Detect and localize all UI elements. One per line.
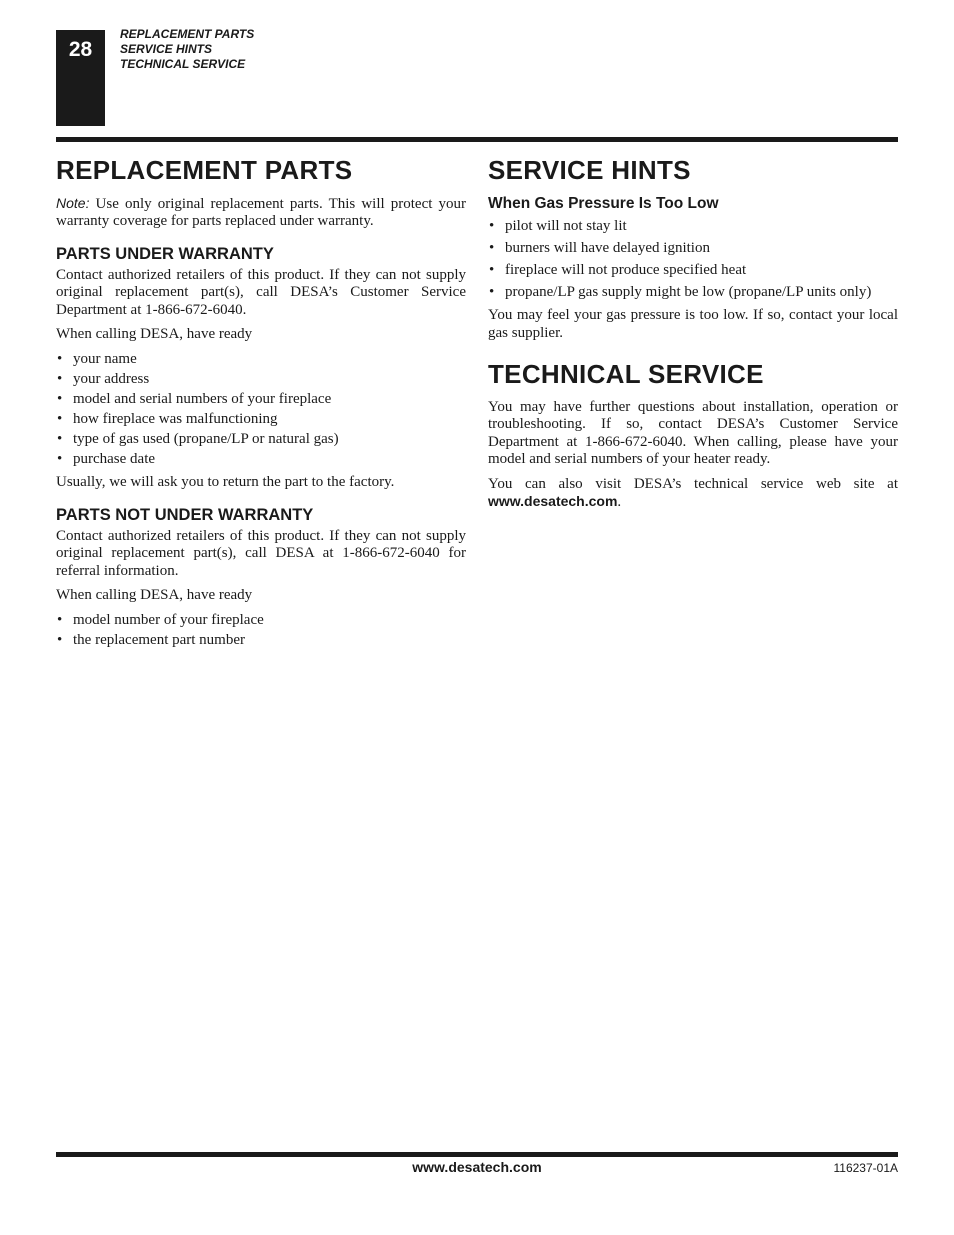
right-column xyxy=(488,150,898,519)
header-label-technical-service: TECHNICAL SERVICE xyxy=(120,57,246,71)
under-warranty-intro: Contact authorized retailers of this product. If they can not supply original replacement part(s), call DESA’s Customer Service Department at 1-866-672-6040. xyxy=(56,266,466,318)
technical-service-para2 xyxy=(488,476,898,512)
footer-url[interactable]: www.desatech.com xyxy=(412,1159,542,1175)
service-hints-list xyxy=(488,218,898,302)
top-divider xyxy=(56,137,898,142)
web-site-link[interactable]: www.desatech.com xyxy=(488,493,618,510)
list-item: • type of gas used (propane/LP or natural gas) xyxy=(56,431,466,449)
page-number-tab xyxy=(56,30,105,126)
not-under-warranty-calling: When calling DESA, have ready xyxy=(56,587,253,604)
list-item: • propane/LP gas supply might be low (propane/LP units only) xyxy=(488,284,898,302)
left-column xyxy=(56,150,466,655)
page-number: 28 xyxy=(68,38,93,61)
note-label: Note: xyxy=(56,194,90,211)
note-paragraph xyxy=(56,195,466,231)
note-text: Use only original replacement parts. This will protect your warranty coverage for parts replaced under warranty. xyxy=(56,195,466,230)
bottom-divider xyxy=(56,1152,898,1157)
list-item: • how fireplace was malfunctioning xyxy=(56,411,466,429)
technical-service-para1: You may have further questions about installation, operation or troubleshooting. If so, contact DESA’s Customer Service Department at 1-866-672-6040. When calling, please have your model and serial numbers of your heater ready. xyxy=(488,398,898,468)
web-site-text: You can also visit DESA’s technical service web site at xyxy=(488,475,898,492)
list-item: • purchase date xyxy=(56,451,466,469)
under-warranty-list xyxy=(56,351,466,469)
not-under-warranty-list xyxy=(56,612,466,650)
web-site-period: . xyxy=(617,494,622,511)
service-hints-closing: You may feel your gas pressure is too low. If so, contact your local gas supplier. xyxy=(488,307,898,341)
under-warranty-calling: When calling DESA, have ready xyxy=(56,326,253,343)
list-item: • your address xyxy=(56,371,466,389)
technical-service-title: TECHNICAL SERVICE xyxy=(488,359,764,390)
parts-not-under-warranty-heading: PARTS NOT UNDER WARRANTY xyxy=(56,505,314,524)
service-hints-title: SERVICE HINTS xyxy=(488,155,691,185)
replacement-parts-title: REPLACEMENT PARTS xyxy=(56,155,353,185)
running-header xyxy=(120,27,254,72)
gas-pressure-subheading: When Gas Pressure Is Too Low xyxy=(488,194,719,212)
not-under-warranty-intro: Contact authorized retailers of this product. If they can not supply original replacement part(s), call DESA at 1-866-672-6040 for referral information. xyxy=(56,527,466,579)
list-item: • model number of your fireplace xyxy=(56,612,466,630)
list-item: • the replacement part number xyxy=(56,632,466,650)
list-item: • your name xyxy=(56,351,466,369)
parts-under-warranty-heading: PARTS UNDER WARRANTY xyxy=(56,244,274,263)
under-warranty-closing: Usually, we will ask you to return the part to the factory. xyxy=(56,474,395,491)
list-item: • model and serial numbers of your fireplace xyxy=(56,391,466,409)
list-item: • fireplace will not produce specified heat xyxy=(488,262,898,280)
header-label-service-hints: SERVICE HINTS xyxy=(120,42,213,56)
header-label-replacement-parts: REPLACEMENT PARTS xyxy=(120,27,255,41)
list-item: • burners will have delayed ignition xyxy=(488,240,898,258)
footer-doc-code: 116237-01A xyxy=(833,1161,898,1175)
list-item: • pilot will not stay lit xyxy=(488,218,898,236)
